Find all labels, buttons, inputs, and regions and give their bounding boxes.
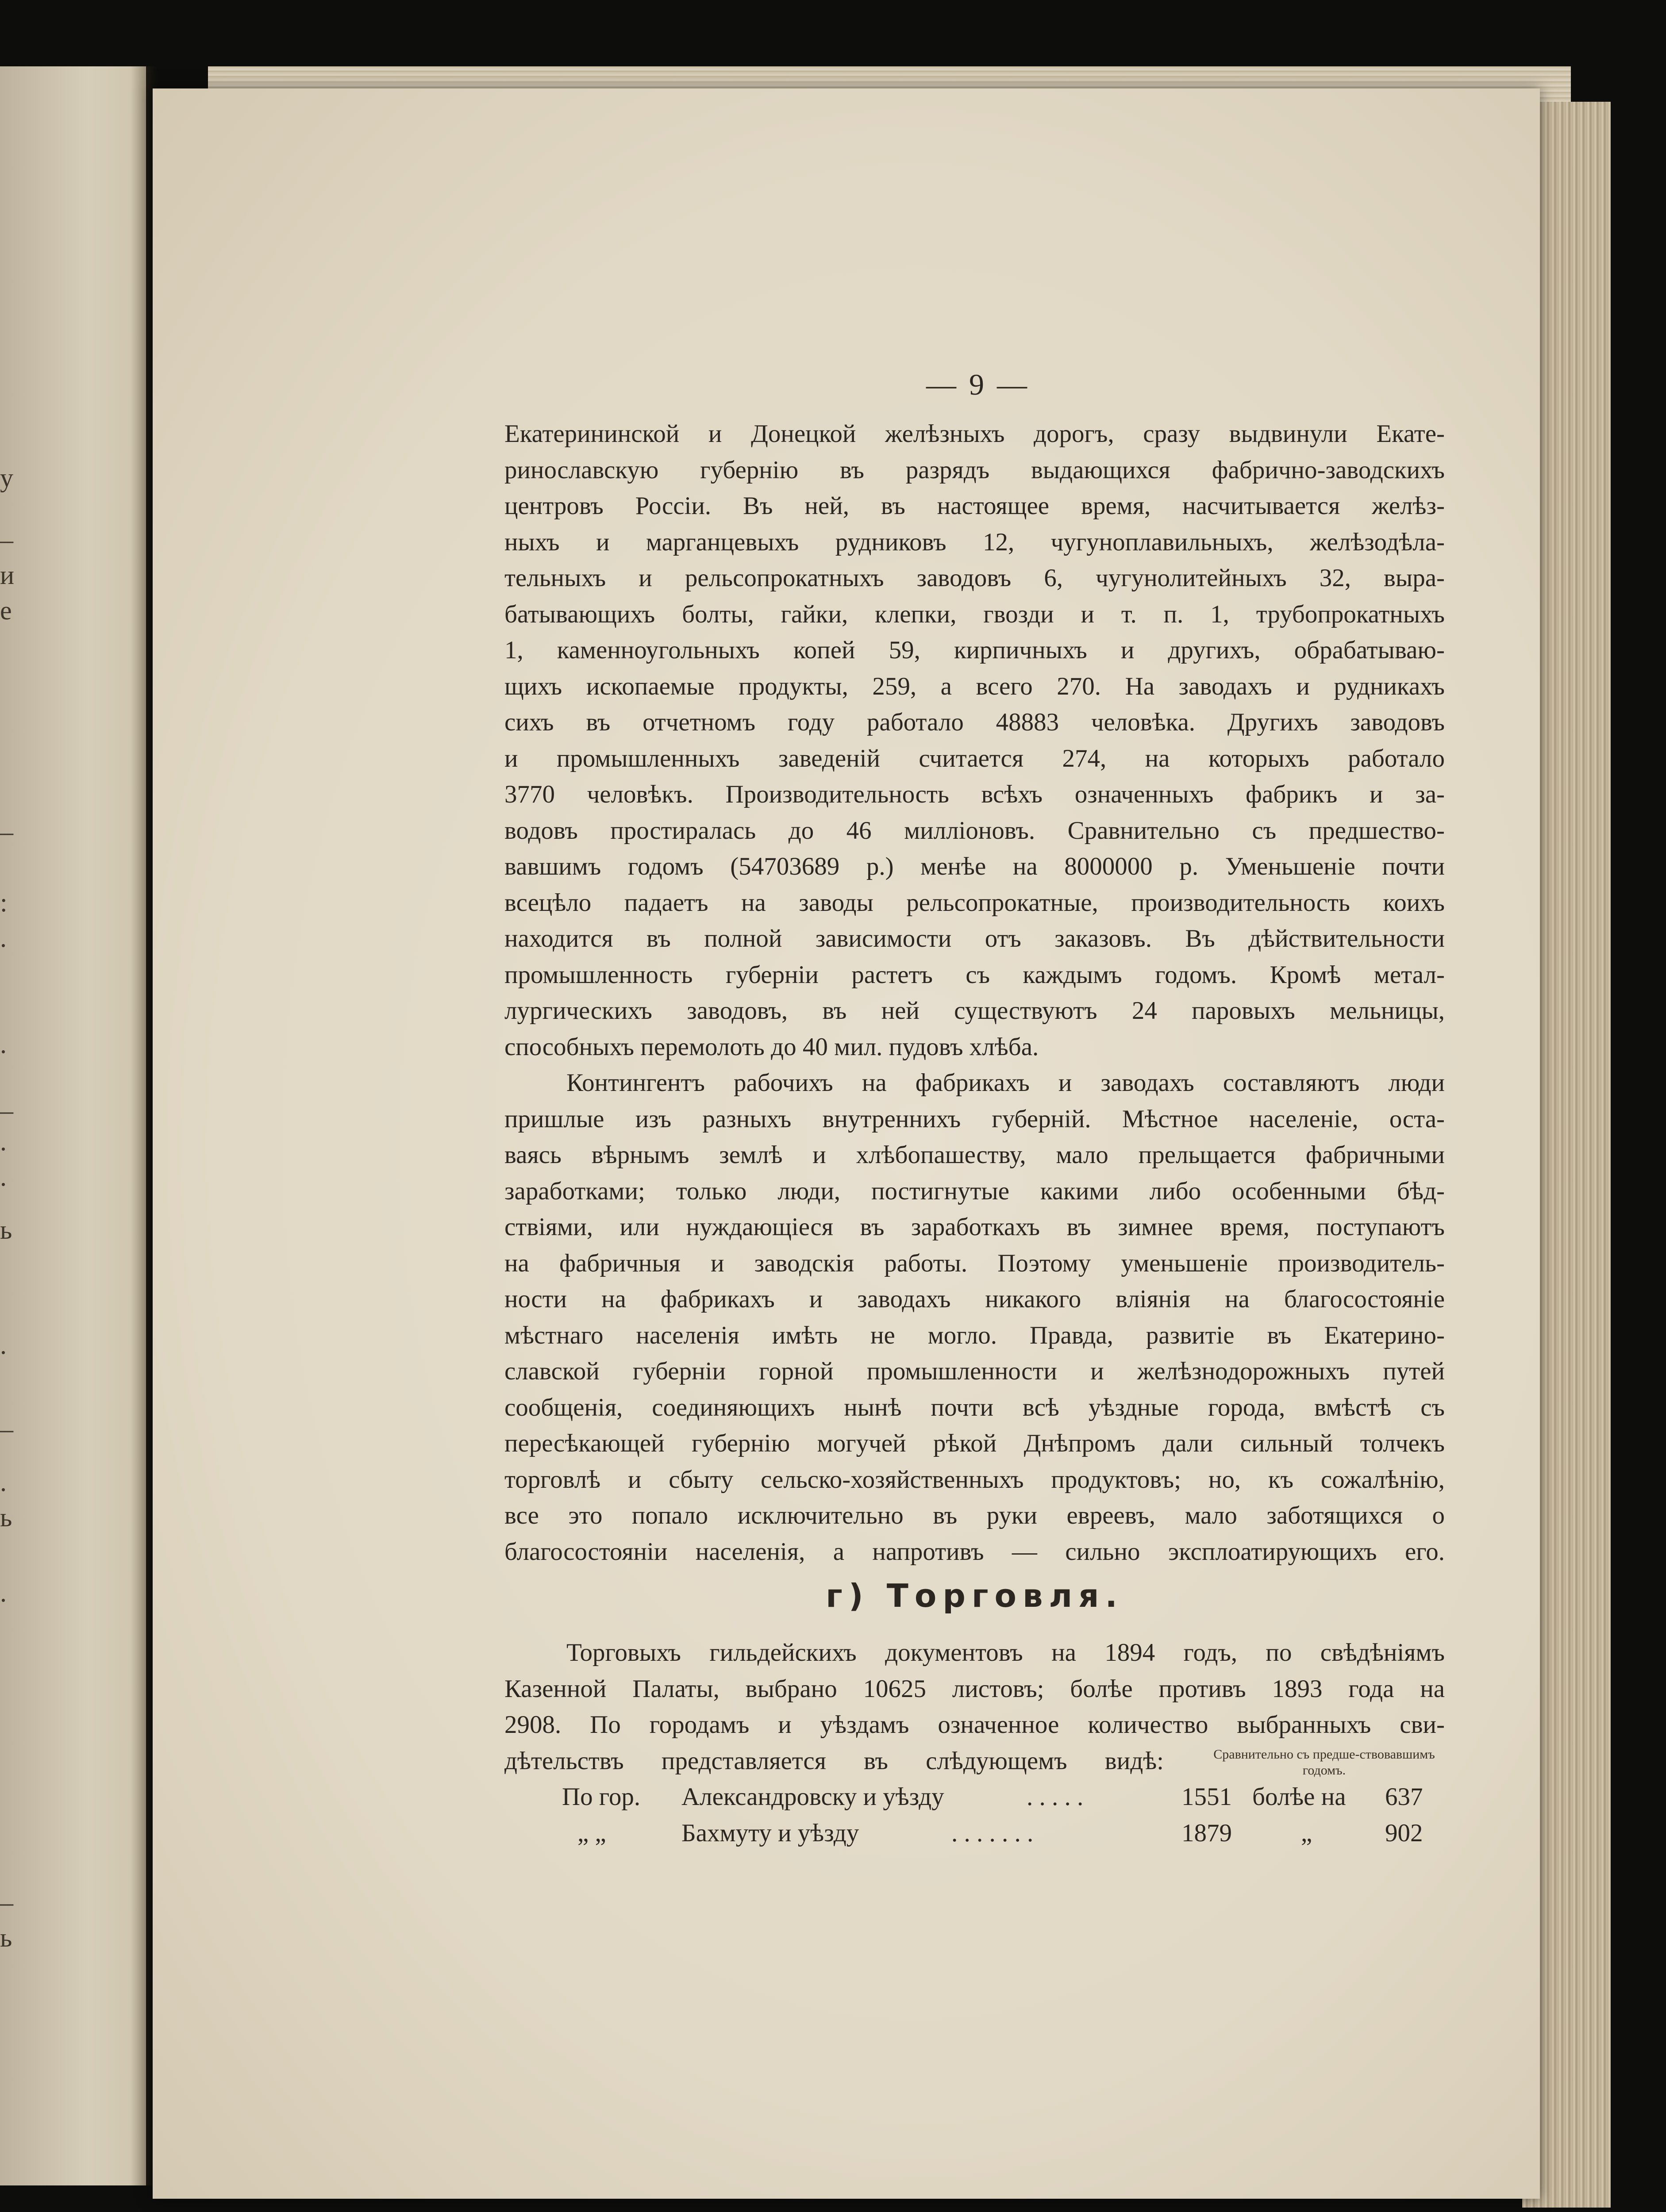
main-text — [504, 416, 1445, 1570]
text-line: ствіями, или нуждающіеся въ заработкахъ въ зимнее время, поступаютъ — [504, 1213, 1445, 1241]
text-line: 2908. По городамъ и уѣздамъ означенное количество выбранныхъ сви- — [504, 1711, 1445, 1739]
page-number: — 9 — — [926, 368, 1030, 401]
text-line-with-column-header — [504, 1743, 1445, 1779]
row-prefix: „ „ — [577, 1819, 606, 1847]
text-line: ваясь вѣрнымъ землѣ и хлѣбопашеству, мало прельщается фабричными — [504, 1141, 1445, 1169]
text-line: сихъ въ отчетномъ году работало 48883 человѣка. Другихъ заводовъ — [504, 708, 1445, 736]
text-line: дѣтельствъ представляется въ слѣдующемъ видѣ: — [504, 1747, 1164, 1775]
row-prefix: По гор. — [562, 1783, 641, 1811]
text-line: 1, каменноугольныхъ копей 59, кирпичныхъ и другихъ, обрабатываю- — [504, 636, 1445, 664]
text-line: находится въ полной зависимости отъ заказовъ. Въ дѣйствительности — [504, 925, 1445, 952]
text-line: благосостояніи населенія, а напротивъ — сильно эксплоатирующихъ его. — [504, 1537, 1445, 1566]
text-line: и промышленныхъ заведеній считается 274, на которыхъ работало — [504, 744, 1445, 772]
text-line: центровъ Россіи. Въ ней, въ настоящее время, насчитывается желѣз- — [504, 492, 1445, 520]
text-line: сообщенія, соединяющихъ нынѣ почти всѣ уѣздные города, вмѣстѣ съ — [504, 1393, 1445, 1421]
text-line: на фабричныя и заводскія работы. Поэтому уменьшеніе производитель- — [504, 1249, 1445, 1277]
table-row — [504, 1815, 1445, 1851]
facing-page-left — [0, 66, 146, 2185]
text-line: Екатерининской и Донецкой желѣзныхъ дорогъ, сразу выдвинули Екате- — [504, 420, 1445, 448]
row-compare-word: „ — [1301, 1819, 1312, 1847]
row-name: Бахмуту и уѣзду — [681, 1819, 859, 1847]
text-line: Контингентъ рабочихъ на фабрикахъ и заводахъ составляютъ люди — [566, 1069, 1445, 1097]
comparison-column-header: Сравнительно съ предше-ствовавшимъ годомъ. — [1213, 1747, 1435, 1778]
row-compare-value: 902 — [1385, 1819, 1423, 1847]
text-line: ринославскую губернію въ разрядъ выдающихся фабрично-заводскихъ — [504, 456, 1445, 484]
text-line: лургическихъ заводовъ, въ ней существуютъ 24 паровыхъ мельницы, — [504, 997, 1445, 1025]
text-line: всецѣло падаетъ на заводы рельсопрокатные, производительность коихъ — [504, 888, 1445, 917]
table-row — [504, 1779, 1445, 1815]
row-value: 1551 — [1181, 1783, 1232, 1811]
facing-page-text-fragments: у – и е – : . . – . . ь . – . ь . – ь — [0, 463, 15, 1952]
text-line: пришлые изъ разныхъ внутреннихъ губерній. Мѣстное населеніе, оста- — [504, 1105, 1445, 1133]
text-line: водовъ простиралась до 46 милліоновъ. Сравнительно съ предшество- — [504, 816, 1445, 845]
text-line: 3770 человѣкъ. Производительность всѣхъ означенныхъ фабрикъ и за- — [504, 780, 1445, 808]
text-line: торговлѣ и сбыту сельско-хозяйственныхъ продуктовъ; но, къ сожалѣнію, — [504, 1465, 1445, 1494]
text-line: мѣстнаго населенія имѣть не могло. Правда, развитіе въ Екатерино- — [504, 1321, 1445, 1349]
text-line: славской губерніи горной промышленности и желѣзнодорожныхъ путей — [504, 1357, 1445, 1385]
text-line: промышленность губерніи растетъ съ каждымъ годомъ. Кромѣ метал- — [504, 960, 1445, 989]
row-value: 1879 — [1181, 1819, 1232, 1847]
text-line: батывающихъ болты, гайки, клепки, гвозди и т. п. 1, трубопрокатныхъ — [504, 600, 1445, 628]
text-line: тельныхъ и рельсопрокатныхъ заводовъ 6, чугунолитейныхъ 32, выра- — [504, 564, 1445, 592]
text-line: Казенной Палаты, выбрано 10625 листовъ; болѣе противъ 1893 года на — [504, 1674, 1445, 1703]
text-line: щихъ ископаемые продукты, 259, а всего 270. На заводахъ и рудникахъ — [504, 672, 1445, 700]
text-line: способныхъ перемолоть до 40 мил. пудовъ хлѣба. — [504, 1033, 1039, 1061]
row-compare-value: 637 — [1385, 1783, 1423, 1811]
text-line: ности на фабрикахъ и заводахъ никакого вліянія на благосостояніе — [504, 1285, 1445, 1313]
section-heading: г) Торговля. — [826, 1577, 1123, 1614]
row-compare-word: болѣе на — [1252, 1783, 1346, 1811]
text-line: Торговыхъ гильдейскихъ документовъ на 1894 годъ, по свѣдѣніямъ — [566, 1639, 1445, 1667]
text-line: все это попало исключительно въ руки евреевъ, мало заботящихся о — [504, 1502, 1445, 1529]
text-line: вавшимъ годомъ (54703689 р.) менѣе на 8000000 р. Уменьшеніе почти — [504, 853, 1445, 880]
row-leaders: . . . . . . . — [951, 1819, 1034, 1847]
text-line: заработками; только люди, постигнутые какими либо особенными бѣд- — [504, 1177, 1445, 1205]
trade-section — [504, 1635, 1445, 1851]
text-line: ныхъ и марганцевыхъ рудниковъ 12, чугуноплавильныхъ, желѣзодѣла- — [504, 528, 1445, 556]
row-name: Александровску и уѣзду — [681, 1783, 944, 1811]
text-line: пересѣкающей губернію могучей рѣкой Днѣпромъ дали сильный толчекъ — [504, 1429, 1445, 1457]
row-leaders: . . . . . — [1027, 1783, 1084, 1811]
